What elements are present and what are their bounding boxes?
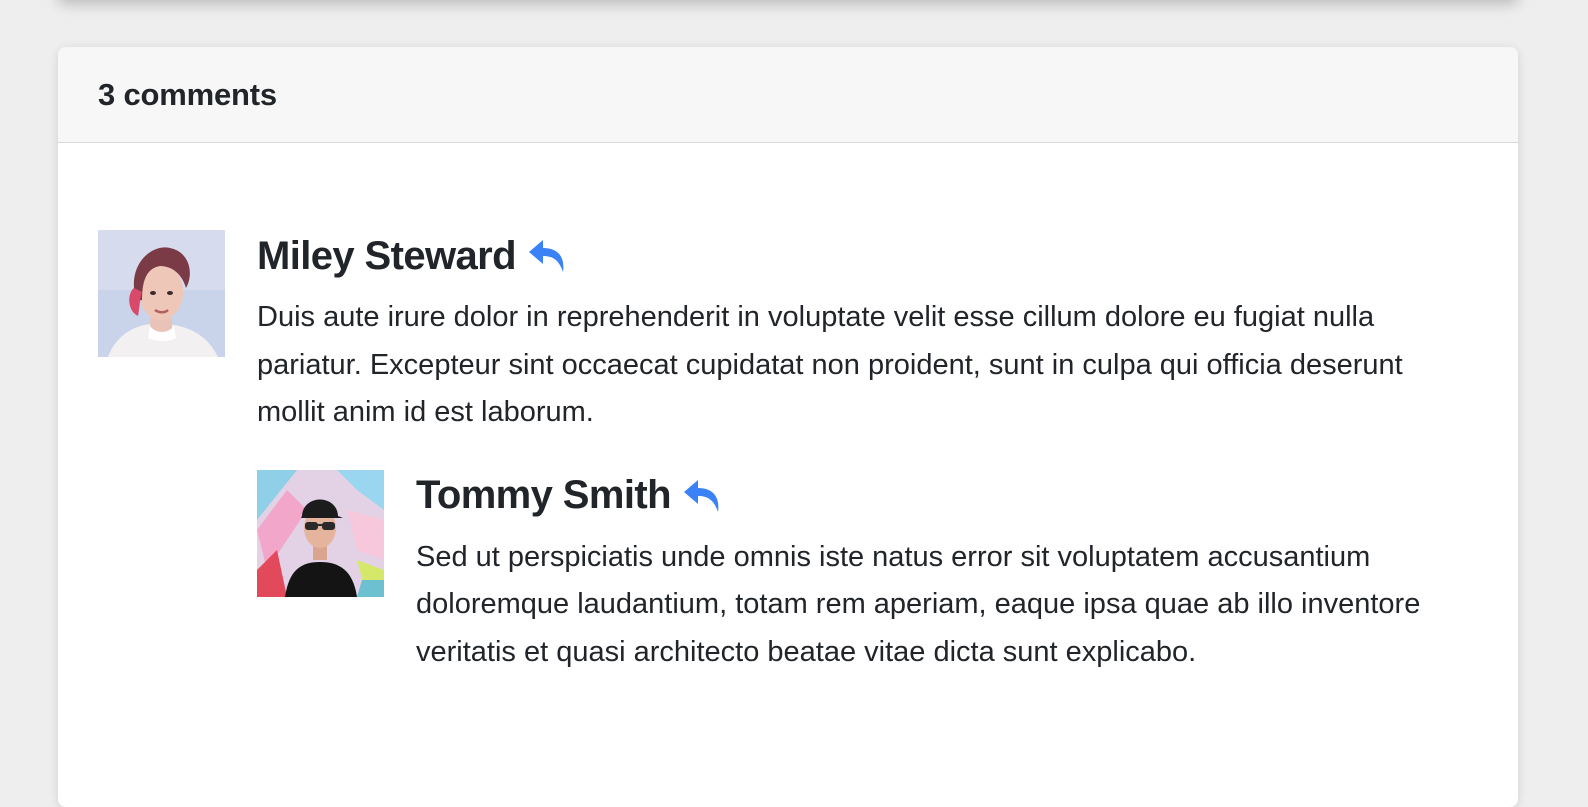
reply-icon: [682, 478, 722, 514]
reply-button[interactable]: [681, 476, 723, 516]
comment-author: Miley Steward: [257, 233, 516, 278]
comment-author-row: [416, 472, 1478, 520]
comments-header: [58, 47, 1518, 143]
avatar: [98, 230, 225, 357]
comments-card: [58, 47, 1518, 807]
comment-content: [416, 470, 1478, 677]
reply-comment: [257, 470, 1478, 677]
comment-author-row: [257, 232, 1478, 280]
comment-content: [257, 230, 1478, 676]
comment-author: Tommy Smith: [416, 473, 671, 517]
comments-count-title: 3 comments: [98, 76, 277, 112]
comment-text: Sed ut perspiciatis unde omnis iste natus error sit voluptatem accusantium doloremque laudantium, totam rem aperiam, eaque ipsa quae ab illo inventore veritatis et quasi architecto beatae vitae dicta sunt explicabo.: [416, 540, 1421, 668]
comments-list: [58, 143, 1518, 676]
reply-icon: [527, 238, 567, 274]
comment-text: Duis aute irure dolor in reprehenderit in voluptate velit esse cillum dolore eu fugiat nulla pariatur. Excepteur sint occaecat cupidatat non proident, sunt in culpa qui officia deserunt mollit anim id est laborum.: [257, 301, 1403, 428]
comment: [98, 230, 1478, 676]
avatar: [257, 470, 384, 597]
reply-button[interactable]: [526, 236, 568, 276]
